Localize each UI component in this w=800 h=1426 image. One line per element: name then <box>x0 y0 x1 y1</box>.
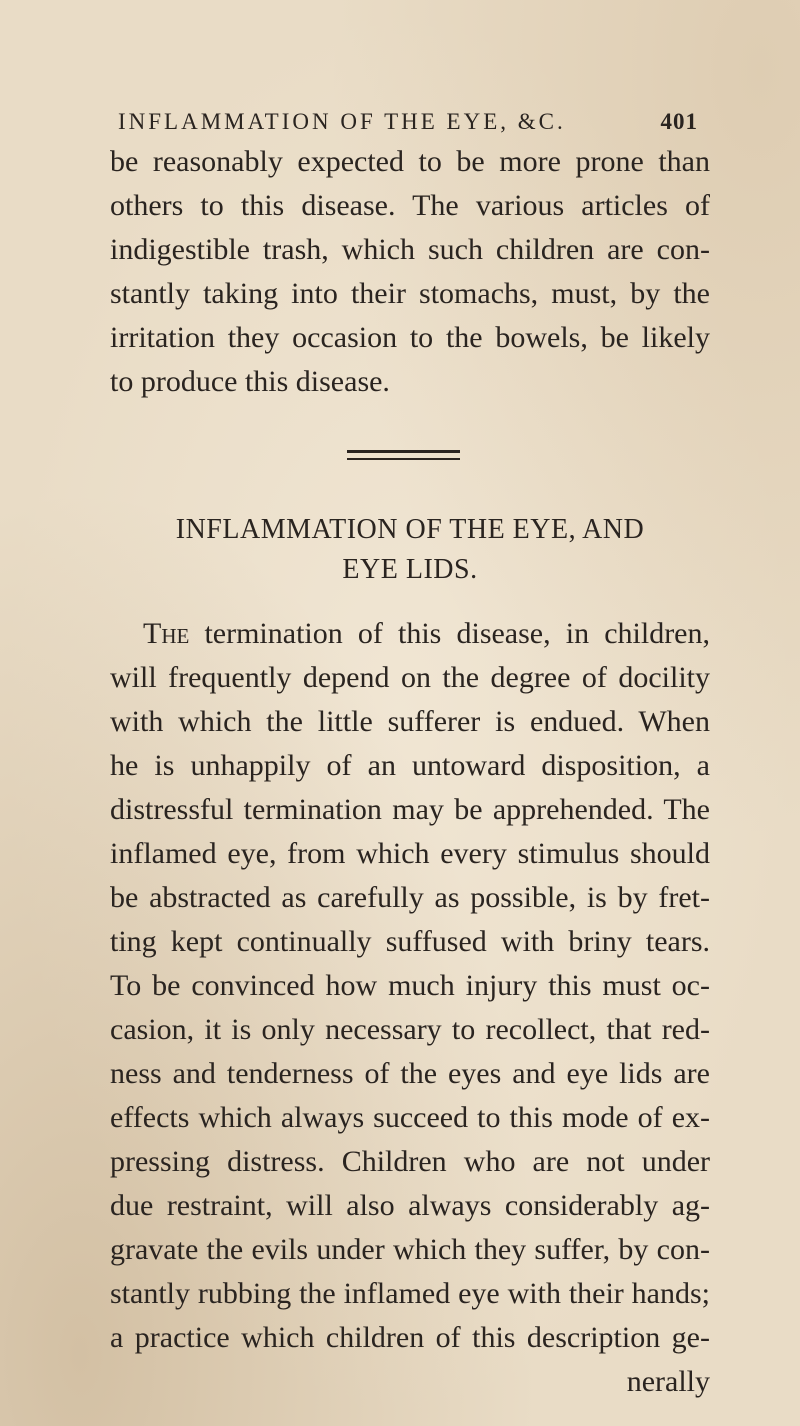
text-line: irritation they occasion to the bowels, be likely <box>110 321 710 354</box>
running-head <box>118 104 698 140</box>
text-line: due restraint, will also always considerably ag- <box>110 1189 710 1222</box>
text-line: ting kept continually suffused with briny tears. <box>110 925 710 958</box>
text-line: distressful termination may be apprehended. The <box>110 793 710 826</box>
text-line: stantly taking into their stomachs, must, by the <box>110 277 710 310</box>
text-line: he is unhappily of an untoward disposition, a <box>110 749 710 782</box>
catchword: nerally <box>626 1365 710 1398</box>
text-line: will frequently depend on the degree of docility <box>110 661 710 694</box>
section-heading-line-1: INFLAMMATION OF THE EYE, AND <box>175 514 645 545</box>
text-line: pressing distress. Children who are not under <box>110 1145 710 1178</box>
drop-word: The <box>143 617 190 650</box>
running-head-title: INFLAMMATION OF THE EYE, &C. <box>118 109 566 134</box>
text-line: To be convinced how much injury this must oc- <box>110 969 710 1002</box>
text-line: to produce this disease. <box>110 365 390 398</box>
page-number: 401 <box>660 109 698 134</box>
text-line: indigestible trash, which such children are con- <box>110 233 710 266</box>
text-line: with which the little sufferer is endued. When <box>110 705 710 738</box>
text-line: be reasonably expected to be more prone than <box>110 145 710 178</box>
text-line: casion, it is only necessary to recollect, that red- <box>110 1013 710 1046</box>
text-line-first <box>143 612 710 656</box>
text-line: a practice which children of this description ge- <box>110 1321 710 1354</box>
text-line: ness and tenderness of the eyes and eye lids are <box>110 1057 710 1090</box>
section-heading-line-2: EYE LIDS. <box>342 554 478 585</box>
text-line: gravate the evils under which they suffer, by con- <box>110 1233 710 1266</box>
text-line: effects which always succeed to this mode of ex- <box>110 1101 710 1134</box>
first-line-text: termination of this disease, in children, <box>189 617 710 650</box>
text-line: others to this disease. The various articles of <box>110 189 710 222</box>
section-divider <box>347 450 460 460</box>
text-line: stantly rubbing the inflamed eye with their hands; <box>110 1277 710 1310</box>
text-line: inflamed eye, from which every stimulus should <box>110 837 710 870</box>
text-line: be abstracted as carefully as possible, is by fret- <box>110 881 710 914</box>
